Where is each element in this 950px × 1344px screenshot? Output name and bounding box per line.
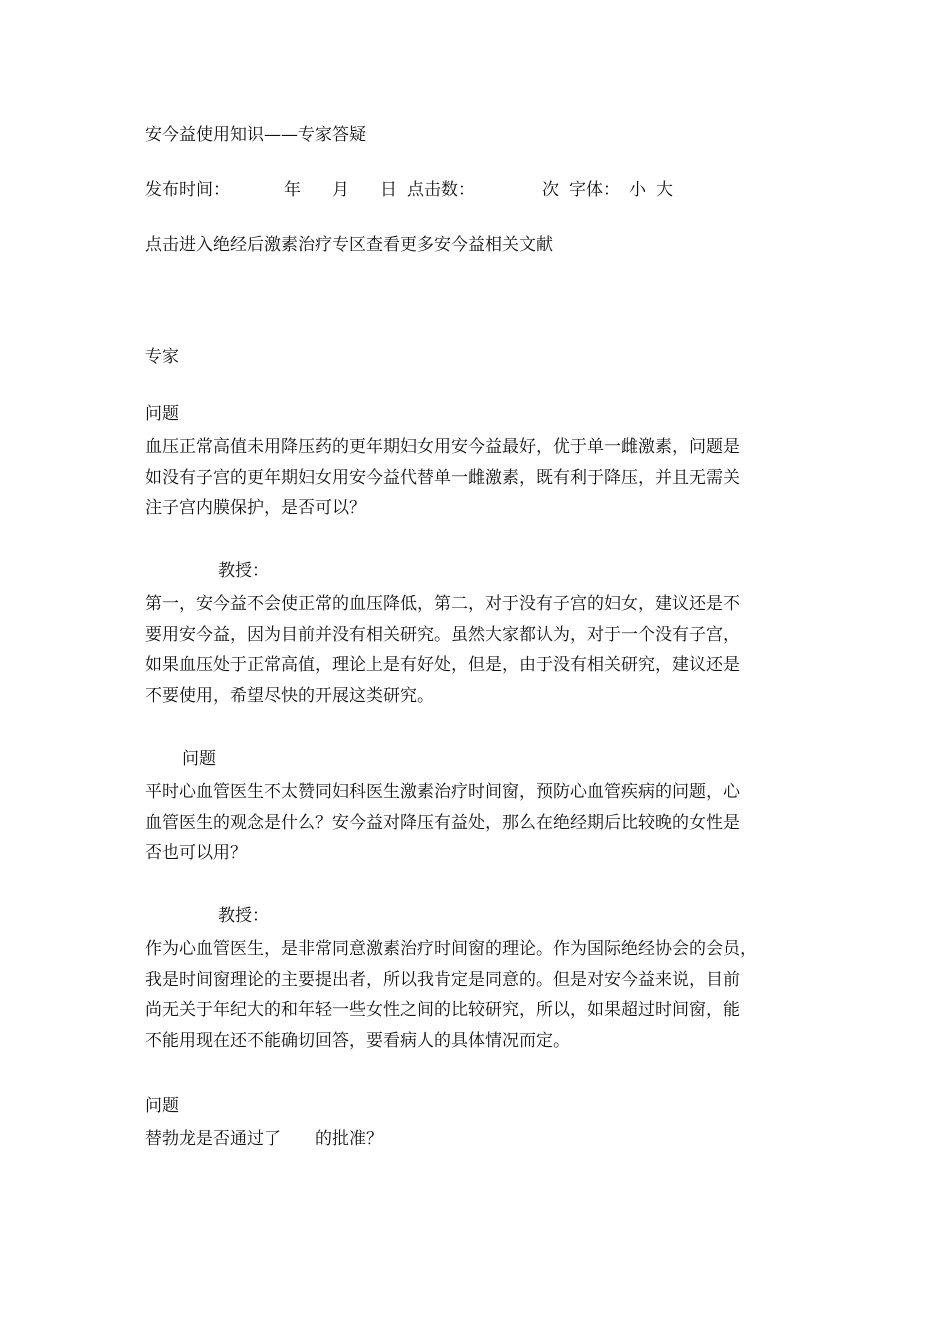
- answer-1-line: 第一，安今益不会使正常的血压降低，第二，对于没有子宫的妇女，建议还是不: [145, 594, 740, 614]
- font-large-link[interactable]: 大: [656, 180, 673, 200]
- hrt-zone-link[interactable]: 点击进入绝经后激素治疗专区查看更多安今益相关文献: [145, 235, 553, 255]
- answer-2-line: 尚无关于年纪大的和年轻一些女性之间的比较研究，所以，如果超过时间窗，能: [145, 1000, 740, 1020]
- answer-1-line: 要用安今益，因为目前并没有相关研究。虽然大家都认为，对于一个没有子宫，: [145, 624, 740, 645]
- times-label: 次: [542, 180, 559, 200]
- answer-2-line: 不能用现在还不能确切回答，要看病人的具体情况而定。: [145, 1030, 570, 1051]
- question-label-1: 问题: [145, 404, 179, 424]
- question-1-line: 血压正常高值未用降压药的更年期妇女用安今益最好，优于单一雌激素，问题是: [145, 437, 740, 457]
- font-size-label: 字体：: [569, 180, 620, 200]
- publish-meta-row: [145, 180, 745, 201]
- question-2-line: 血管医生的观念是什么？安今益对降压有益处，那么在绝经期后比较晚的女性是: [145, 812, 740, 833]
- question-label-3: 问题: [145, 1096, 179, 1116]
- day-label: 日: [380, 180, 397, 200]
- publish-time-label: 发布时间：: [145, 180, 230, 200]
- question-1-line: 注子宫内膜保护，是否可以？: [145, 498, 366, 518]
- answer-2-line: 我是时间窗理论的主要提出者，所以我肯定是同意的。但是对安今益来说，目前: [145, 969, 740, 990]
- question-3-line: 替勃龙是否通过了 的批准？: [145, 1129, 383, 1149]
- answer-label-2: 教授：: [218, 906, 269, 926]
- answer-2-line: 作为心血管医生，是非常同意激素治疗时间窗的理论。作为国际绝经协会的会员，: [145, 939, 757, 959]
- answer-1-line: 如果血压处于正常高值，理论上是有好处，但是，由于没有相关研究，建议还是: [145, 655, 740, 675]
- section-label-expert: 专家: [145, 347, 179, 367]
- question-text-1: [145, 432, 810, 524]
- month-label: 月: [332, 180, 349, 200]
- question-2-line: 否也可以用？: [145, 843, 247, 863]
- question-text-3: [145, 1124, 810, 1155]
- click-count-label: 点击数：: [407, 180, 475, 200]
- page-title: 安今益使用知识——专家答疑: [145, 125, 366, 145]
- question-2-line: 平时心血管医生不太赞同妇科医生激素治疗时间窗，预防心血管疾病的问题，心: [145, 782, 740, 802]
- answer-text-2: [145, 934, 810, 1056]
- font-small-link[interactable]: 小: [629, 180, 646, 200]
- answer-1-line: 不要使用，希望尽快的开展这类研究。: [145, 685, 434, 706]
- answer-label-1: 教授：: [218, 561, 269, 581]
- question-label-2: 问题: [182, 749, 216, 769]
- question-1-line: 如没有子宫的更年期妇女用安今益代替单一雌激素，既有利于降压，并且无需关: [145, 467, 740, 488]
- question-text-2: [145, 777, 810, 869]
- answer-text-1: [145, 589, 810, 711]
- year-label: 年: [284, 180, 301, 200]
